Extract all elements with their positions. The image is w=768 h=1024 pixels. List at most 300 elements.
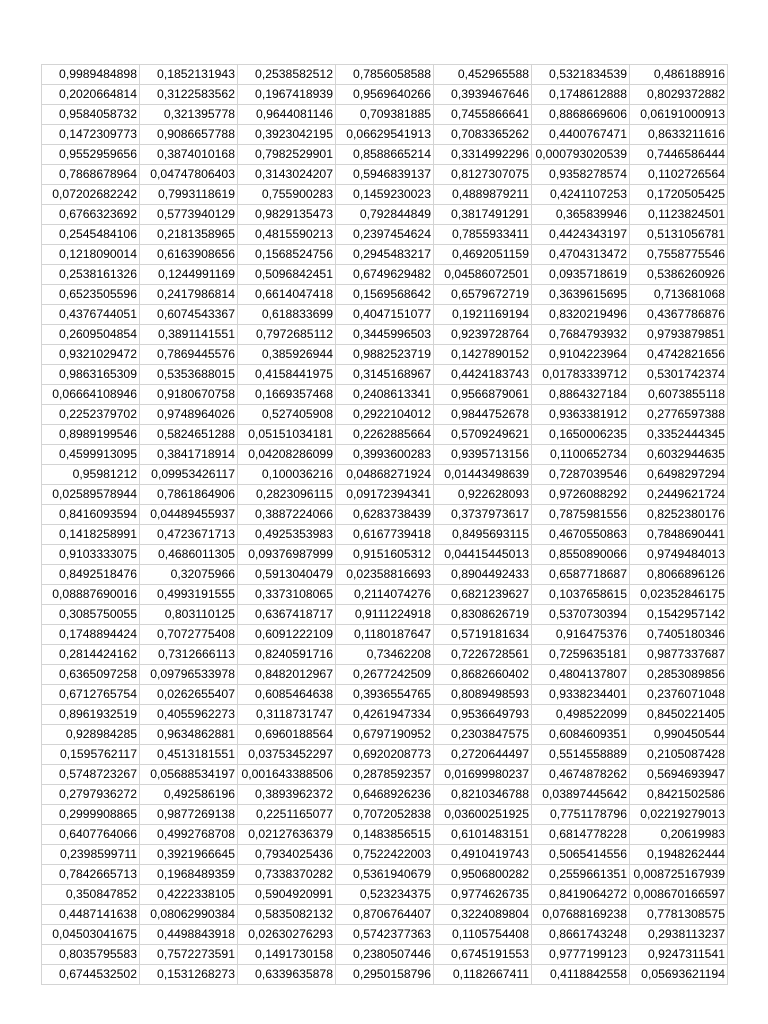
table-cell[interactable]: 0,3936554765 [336,685,434,705]
table-cell[interactable]: 0,9395713156 [434,445,532,465]
table-cell[interactable]: 0,7982529901 [238,145,336,165]
table-cell[interactable]: 0,5742377363 [336,925,434,945]
table-cell[interactable]: 0,01699980237 [434,765,532,785]
table-cell[interactable]: 0,4925353983 [238,525,336,545]
table-cell[interactable]: 0,7338370282 [238,865,336,885]
table-cell[interactable]: 0,7083365262 [434,125,532,145]
table-cell[interactable]: 0,5913040479 [238,565,336,585]
table-cell[interactable]: 0,9151605312 [336,545,434,565]
table-cell[interactable]: 0,3891141551 [140,325,238,345]
table-cell[interactable]: 0,7226728561 [434,645,532,665]
table-cell[interactable]: 0,9103333075 [42,545,140,565]
table-cell[interactable]: 0,792844849 [336,205,434,225]
table-cell[interactable]: 0,6920208773 [336,745,434,765]
table-cell[interactable]: 0,4804137807 [532,665,630,685]
table-cell[interactable]: 0,5096842451 [238,265,336,285]
table-cell[interactable]: 0,8868669606 [532,105,630,125]
table-cell[interactable]: 0,2303847575 [434,725,532,745]
table-cell[interactable]: 0,7856058588 [336,65,434,85]
table-cell[interactable]: 0,5773940129 [140,205,238,225]
table-cell[interactable]: 0,2545484106 [42,225,140,245]
table-cell[interactable]: 0,2376071048 [630,685,728,705]
table-cell[interactable]: 0,9777199123 [532,945,630,965]
table-cell[interactable]: 0,4487141638 [42,905,140,925]
table-cell[interactable]: 0,2950158796 [336,965,434,985]
table-cell[interactable]: 0,6167739418 [336,525,434,545]
table-cell[interactable]: 0,9726088292 [532,485,630,505]
table-cell[interactable]: 0,04415445013 [434,545,532,565]
table-cell[interactable]: 0,7072775408 [140,625,238,645]
table-cell[interactable]: 0,4047151077 [336,305,434,325]
table-cell[interactable]: 0,04747806403 [140,165,238,185]
table-cell[interactable]: 0,06191000913 [630,105,728,125]
table-cell[interactable]: 0,1948262444 [630,845,728,865]
table-cell[interactable]: 0,2114074276 [336,585,434,605]
table-cell[interactable]: 0,7405180346 [630,625,728,645]
table-cell[interactable]: 0,7869445576 [140,345,238,365]
table-cell[interactable]: 0,7287039546 [532,465,630,485]
table-cell[interactable]: 0,8320219496 [532,305,630,325]
table-cell[interactable]: 0,3887224066 [238,505,336,525]
table-cell[interactable]: 0,5824651288 [140,425,238,445]
table-cell[interactable]: 0,2417986814 [140,285,238,305]
table-cell[interactable]: 0,2252379702 [42,405,140,425]
table-cell[interactable]: 0,2677242509 [336,665,434,685]
table-cell[interactable]: 0,2181358965 [140,225,238,245]
table-cell[interactable]: 0,4376744051 [42,305,140,325]
table-cell[interactable]: 0,4222338105 [140,885,238,905]
table-cell[interactable]: 0,0262655407 [140,685,238,705]
table-cell[interactable]: 0,618833699 [238,305,336,325]
table-cell[interactable]: 0,008670166597 [630,885,728,905]
table-cell[interactable]: 0,04208286099 [238,445,336,465]
table-cell[interactable]: 0,3373108065 [238,585,336,605]
table-cell[interactable]: 0,0935718619 [532,265,630,285]
table-cell[interactable]: 0,8682660402 [434,665,532,685]
table-cell[interactable]: 0,7848690441 [630,525,728,545]
table-cell[interactable]: 0,2559661351 [532,865,630,885]
table-cell[interactable]: 0,5131056781 [630,225,728,245]
table-cell[interactable]: 0,5361940679 [336,865,434,885]
table-cell[interactable]: 0,8127307075 [434,165,532,185]
table-cell[interactable]: 0,9569640266 [336,85,434,105]
table-cell[interactable]: 0,2020664814 [42,85,140,105]
table-cell[interactable]: 0,1100652734 [532,445,630,465]
table-cell[interactable]: 0,9239728764 [434,325,532,345]
table-cell[interactable]: 0,01443498639 [434,465,532,485]
table-cell[interactable]: 0,32075966 [140,565,238,585]
table-cell[interactable]: 0,4424183743 [434,365,532,385]
table-cell[interactable]: 0,8035795583 [42,945,140,965]
table-cell[interactable]: 0,05693621194 [630,965,728,985]
table-cell[interactable]: 0,4513181551 [140,745,238,765]
table-cell[interactable]: 0,001643388506 [238,765,336,785]
table-cell[interactable]: 0,4723671713 [140,525,238,545]
table-cell[interactable]: 0,5748723267 [42,765,140,785]
table-cell[interactable]: 0,73462208 [336,645,434,665]
table-cell[interactable]: 0,928984285 [42,725,140,745]
table-cell[interactable]: 0,7781308575 [630,905,728,925]
table-cell[interactable]: 0,3893962372 [238,785,336,805]
table-cell[interactable]: 0,6407764066 [42,825,140,845]
table-cell[interactable]: 0,2262885664 [336,425,434,445]
table-cell[interactable]: 0,7868678964 [42,165,140,185]
table-cell[interactable]: 0,6032944635 [630,445,728,465]
table-cell[interactable]: 0,8089498593 [434,685,532,705]
table-cell[interactable]: 0,9749484013 [630,545,728,565]
table-cell[interactable]: 0,05688534197 [140,765,238,785]
table-cell[interactable]: 0,04503041675 [42,925,140,945]
table-cell[interactable]: 0,5386260926 [630,265,728,285]
table-cell[interactable]: 0,5321834539 [532,65,630,85]
table-cell[interactable]: 0,7855933411 [434,225,532,245]
table-cell[interactable]: 0,4241107253 [532,185,630,205]
table-cell[interactable]: 0,05151034181 [238,425,336,445]
table-cell[interactable]: 0,803110125 [140,605,238,625]
table-cell[interactable]: 0,9829135473 [238,205,336,225]
table-cell[interactable]: 0,03753452297 [238,745,336,765]
table-cell[interactable]: 0,5514558889 [532,745,630,765]
table-cell[interactable]: 0,7072052838 [336,805,434,825]
table-cell[interactable]: 0,5065414556 [532,845,630,865]
table-cell[interactable]: 0,07202682242 [42,185,140,205]
table-cell[interactable]: 0,7993118619 [140,185,238,205]
table-cell[interactable]: 0,709381885 [336,105,434,125]
table-cell[interactable]: 0,6101483151 [434,825,532,845]
table-cell[interactable]: 0,4400767471 [532,125,630,145]
table-cell[interactable]: 0,2999908865 [42,805,140,825]
table-cell[interactable]: 0,9247311541 [630,945,728,965]
table-cell[interactable]: 0,922628093 [434,485,532,505]
table-cell[interactable]: 0,9748964026 [140,405,238,425]
table-cell[interactable]: 0,1427890152 [434,345,532,365]
table-cell[interactable]: 0,02219279013 [630,805,728,825]
table-cell[interactable]: 0,2408613341 [336,385,434,405]
table-cell[interactable]: 0,3224089804 [434,905,532,925]
table-cell[interactable]: 0,1105754408 [434,925,532,945]
table-cell[interactable]: 0,1568524756 [238,245,336,265]
table-cell[interactable]: 0,6365097258 [42,665,140,685]
table-cell[interactable]: 0,4742821656 [630,345,728,365]
table-cell[interactable]: 0,1542957142 [630,605,728,625]
table-cell[interactable]: 0,6960188564 [238,725,336,745]
table-cell[interactable]: 0,7875981556 [532,505,630,525]
table-cell[interactable]: 0,6814778228 [532,825,630,845]
table-cell[interactable]: 0,9774626735 [434,885,532,905]
table-cell[interactable]: 0,8066896126 [630,565,728,585]
table-cell[interactable]: 0,02352846175 [630,585,728,605]
table-cell[interactable]: 0,2720644497 [434,745,532,765]
table-cell[interactable]: 0,3145168967 [336,365,434,385]
table-cell[interactable]: 0,1037658615 [532,585,630,605]
table-cell[interactable]: 0,4424343197 [532,225,630,245]
table-cell[interactable]: 0,7751178796 [532,805,630,825]
table-cell[interactable]: 0,6745191553 [434,945,532,965]
table-cell[interactable]: 0,3122583562 [140,85,238,105]
table-cell[interactable]: 0,1852131943 [140,65,238,85]
table-cell[interactable]: 0,7972685112 [238,325,336,345]
table-cell[interactable]: 0,4498843918 [140,925,238,945]
table-cell[interactable]: 0,02589578944 [42,485,140,505]
table-cell[interactable]: 0,5370730394 [532,605,630,625]
table-cell[interactable]: 0,07688169238 [532,905,630,925]
table-cell[interactable]: 0,9104223964 [532,345,630,365]
table-cell[interactable]: 0,8661743248 [532,925,630,945]
table-cell[interactable]: 0,4889879211 [434,185,532,205]
table-cell[interactable]: 0,1244991169 [140,265,238,285]
table-cell[interactable]: 0,4992768708 [140,825,238,845]
table-cell[interactable]: 0,1123824501 [630,205,728,225]
table-cell[interactable]: 0,9644081146 [238,105,336,125]
table-cell[interactable]: 0,8029372882 [630,85,728,105]
table-cell[interactable]: 0,3921966645 [140,845,238,865]
table-cell[interactable]: 0,9321029472 [42,345,140,365]
table-cell[interactable]: 0,6283738439 [336,505,434,525]
table-cell[interactable]: 0,8550890066 [532,545,630,565]
table-cell[interactable]: 0,4261947334 [336,705,434,725]
table-cell[interactable]: 0,9877269138 [140,805,238,825]
table-cell[interactable]: 0,3352444345 [630,425,728,445]
table-cell[interactable]: 0,6523505596 [42,285,140,305]
table-cell[interactable]: 0,7861864906 [140,485,238,505]
table-cell[interactable]: 0,4055962273 [140,705,238,725]
table-cell[interactable]: 0,492586196 [140,785,238,805]
table-cell[interactable]: 0,8252380176 [630,505,728,525]
table-cell[interactable]: 0,08062990384 [140,905,238,925]
table-cell[interactable]: 0,8308626719 [434,605,532,625]
table-cell[interactable]: 0,7455866641 [434,105,532,125]
table-cell[interactable]: 0,9584058732 [42,105,140,125]
table-cell[interactable]: 0,2380507446 [336,945,434,965]
table-cell[interactable]: 0,7312666113 [140,645,238,665]
table-cell[interactable]: 0,4815590213 [238,225,336,245]
table-cell[interactable]: 0,5301742374 [630,365,728,385]
table-cell[interactable]: 0,7684793932 [532,325,630,345]
table-cell[interactable]: 0,8240591716 [238,645,336,665]
table-cell[interactable]: 0,1921169194 [434,305,532,325]
table-cell[interactable]: 0,1102726564 [630,165,728,185]
table-cell[interactable]: 0,3085750055 [42,605,140,625]
table-cell[interactable]: 0,5353688015 [140,365,238,385]
table-cell[interactable]: 0,9844752678 [434,405,532,425]
table-cell[interactable]: 0,9180670758 [140,385,238,405]
table-cell[interactable]: 0,6367418717 [238,605,336,625]
table-cell[interactable]: 0,008725167939 [630,865,728,885]
table-cell[interactable]: 0,321395778 [140,105,238,125]
table-cell[interactable]: 0,5946839137 [336,165,434,185]
table-cell[interactable]: 0,2814424162 [42,645,140,665]
table-cell[interactable]: 0,755900283 [238,185,336,205]
table-cell[interactable]: 0,9882523719 [336,345,434,365]
table-cell[interactable]: 0,4599913095 [42,445,140,465]
table-cell[interactable]: 0,7522422003 [336,845,434,865]
table-cell[interactable]: 0,6587718687 [532,565,630,585]
table-cell[interactable]: 0,03600251925 [434,805,532,825]
table-cell[interactable]: 0,08887690016 [42,585,140,605]
table-cell[interactable]: 0,3841718914 [140,445,238,465]
table-cell[interactable]: 0,523234375 [336,885,434,905]
table-cell[interactable]: 0,3639615695 [532,285,630,305]
table-cell[interactable]: 0,1491730158 [238,945,336,965]
table-cell[interactable]: 0,9863165309 [42,365,140,385]
table-cell[interactable]: 0,8210346788 [434,785,532,805]
table-cell[interactable]: 0,6084609351 [532,725,630,745]
table-cell[interactable]: 0,4118842558 [532,965,630,985]
table-cell[interactable]: 0,2538582512 [238,65,336,85]
table-cell[interactable]: 0,916475376 [532,625,630,645]
table-cell[interactable]: 0,1720505425 [630,185,728,205]
table-cell[interactable]: 0,09796533978 [140,665,238,685]
table-cell[interactable]: 0,3314992296 [434,145,532,165]
table-cell[interactable]: 0,2945483217 [336,245,434,265]
table-cell[interactable]: 0,3993600283 [336,445,434,465]
table-cell[interactable]: 0,3923042195 [238,125,336,145]
table-cell[interactable]: 0,06664108946 [42,385,140,405]
table-cell[interactable]: 0,5904920991 [238,885,336,905]
table-cell[interactable]: 0,1182667411 [434,965,532,985]
table-cell[interactable]: 0,8904492433 [434,565,532,585]
table-cell[interactable]: 0,9363381912 [532,405,630,425]
table-cell[interactable]: 0,8706764407 [336,905,434,925]
table-cell[interactable]: 0,3737973617 [434,505,532,525]
table-cell[interactable]: 0,8450221405 [630,705,728,725]
table-cell[interactable]: 0,3817491291 [434,205,532,225]
table-cell[interactable]: 0,6749629482 [336,265,434,285]
table-cell[interactable]: 0,4686011305 [140,545,238,565]
table-cell[interactable]: 0,9634862881 [140,725,238,745]
table-cell[interactable]: 0,8633211616 [630,125,728,145]
table-cell[interactable]: 0,5719181634 [434,625,532,645]
table-cell[interactable]: 0,8989199546 [42,425,140,445]
table-cell[interactable]: 0,03897445642 [532,785,630,805]
table-cell[interactable]: 0,4910419743 [434,845,532,865]
table-cell[interactable]: 0,365839946 [532,205,630,225]
table-cell[interactable]: 0,6085464638 [238,685,336,705]
table-cell[interactable]: 0,7842665713 [42,865,140,885]
table-cell[interactable]: 0,452965588 [434,65,532,85]
table-cell[interactable]: 0,350847852 [42,885,140,905]
table-cell[interactable]: 0,9989484898 [42,65,140,85]
table-cell[interactable]: 0,7558775546 [630,245,728,265]
table-cell[interactable]: 0,2797936272 [42,785,140,805]
table-cell[interactable]: 0,527405908 [238,405,336,425]
table-cell[interactable]: 0,2251165077 [238,805,336,825]
table-cell[interactable]: 0,2776597388 [630,405,728,425]
table-cell[interactable]: 0,1748894424 [42,625,140,645]
table-cell[interactable]: 0,2823096115 [238,485,336,505]
table-cell[interactable]: 0,6579672719 [434,285,532,305]
table-cell[interactable]: 0,4674878262 [532,765,630,785]
table-cell[interactable]: 0,1483856515 [336,825,434,845]
table-cell[interactable]: 0,100036216 [238,465,336,485]
table-cell[interactable]: 0,6821239627 [434,585,532,605]
table-cell[interactable]: 0,1218090014 [42,245,140,265]
table-cell[interactable]: 0,1650006235 [532,425,630,445]
table-cell[interactable]: 0,8495693115 [434,525,532,545]
table-cell[interactable]: 0,2609504854 [42,325,140,345]
table-cell[interactable]: 0,6614047418 [238,285,336,305]
table-cell[interactable]: 0,1968489359 [140,865,238,885]
table-cell[interactable]: 0,6339635878 [238,965,336,985]
table-cell[interactable]: 0,1569568642 [336,285,434,305]
table-cell[interactable]: 0,7572273591 [140,945,238,965]
table-cell[interactable]: 0,8419064272 [532,885,630,905]
table-cell[interactable]: 0,2449621724 [630,485,728,505]
table-cell[interactable]: 0,9358278574 [532,165,630,185]
table-cell[interactable]: 0,6712765754 [42,685,140,705]
table-cell[interactable]: 0,06629541913 [336,125,434,145]
table-cell[interactable]: 0,6744532502 [42,965,140,985]
table-cell[interactable]: 0,9111224918 [336,605,434,625]
table-cell[interactable]: 0,8588665214 [336,145,434,165]
table-cell[interactable]: 0,9338234401 [532,685,630,705]
table-cell[interactable]: 0,4692051159 [434,245,532,265]
table-cell[interactable]: 0,4367786876 [630,305,728,325]
table-cell[interactable]: 0,4993191555 [140,585,238,605]
table-cell[interactable]: 0,7259635181 [532,645,630,665]
table-cell[interactable]: 0,02127636379 [238,825,336,845]
table-cell[interactable]: 0,3118731747 [238,705,336,725]
table-cell[interactable]: 0,5694693947 [630,765,728,785]
table-cell[interactable]: 0,385926944 [238,345,336,365]
table-cell[interactable]: 0,4704313472 [532,245,630,265]
table-cell[interactable]: 0,9552959656 [42,145,140,165]
table-cell[interactable]: 0,8416093594 [42,505,140,525]
table-cell[interactable]: 0,1180187647 [336,625,434,645]
table-cell[interactable]: 0,498522099 [532,705,630,725]
table-cell[interactable]: 0,95981212 [42,465,140,485]
table-cell[interactable]: 0,9877337687 [630,645,728,665]
table-cell[interactable]: 0,7934025436 [238,845,336,865]
table-cell[interactable]: 0,6468926236 [336,785,434,805]
table-cell[interactable]: 0,04586072501 [434,265,532,285]
table-cell[interactable]: 0,04868271924 [336,465,434,485]
table-cell[interactable]: 0,09376987999 [238,545,336,565]
table-cell[interactable]: 0,9506800282 [434,865,532,885]
table-cell[interactable]: 0,8482012967 [238,665,336,685]
table-cell[interactable]: 0,1418258991 [42,525,140,545]
table-cell[interactable]: 0,9086657788 [140,125,238,145]
table-cell[interactable]: 0,3874010168 [140,145,238,165]
table-cell[interactable]: 0,2878592357 [336,765,434,785]
table-cell[interactable]: 0,6074543367 [140,305,238,325]
table-cell[interactable]: 0,990450544 [630,725,728,745]
table-cell[interactable]: 0,09172394341 [336,485,434,505]
table-cell[interactable]: 0,8864327184 [532,385,630,405]
table-cell[interactable]: 0,1748612888 [532,85,630,105]
table-cell[interactable]: 0,2105087428 [630,745,728,765]
table-cell[interactable]: 0,6797190952 [336,725,434,745]
table-cell[interactable]: 0,713681068 [630,285,728,305]
table-cell[interactable]: 0,2398599711 [42,845,140,865]
table-cell[interactable]: 0,6766323692 [42,205,140,225]
table-cell[interactable]: 0,2538161326 [42,265,140,285]
table-cell[interactable]: 0,1531268273 [140,965,238,985]
table-cell[interactable]: 0,9793879851 [630,325,728,345]
table-cell[interactable]: 0,8492518476 [42,565,140,585]
table-cell[interactable]: 0,1669357468 [238,385,336,405]
table-cell[interactable]: 0,3939467646 [434,85,532,105]
table-cell[interactable]: 0,02630276293 [238,925,336,945]
table-cell[interactable]: 0,4670550863 [532,525,630,545]
table-cell[interactable]: 0,1595762117 [42,745,140,765]
table-cell[interactable]: 0,1967418939 [238,85,336,105]
table-cell[interactable]: 0,09953426117 [140,465,238,485]
table-cell[interactable]: 0,6163908656 [140,245,238,265]
table-cell[interactable]: 0,8421502586 [630,785,728,805]
table-cell[interactable]: 0,20619983 [630,825,728,845]
table-cell[interactable]: 0,4158441975 [238,365,336,385]
